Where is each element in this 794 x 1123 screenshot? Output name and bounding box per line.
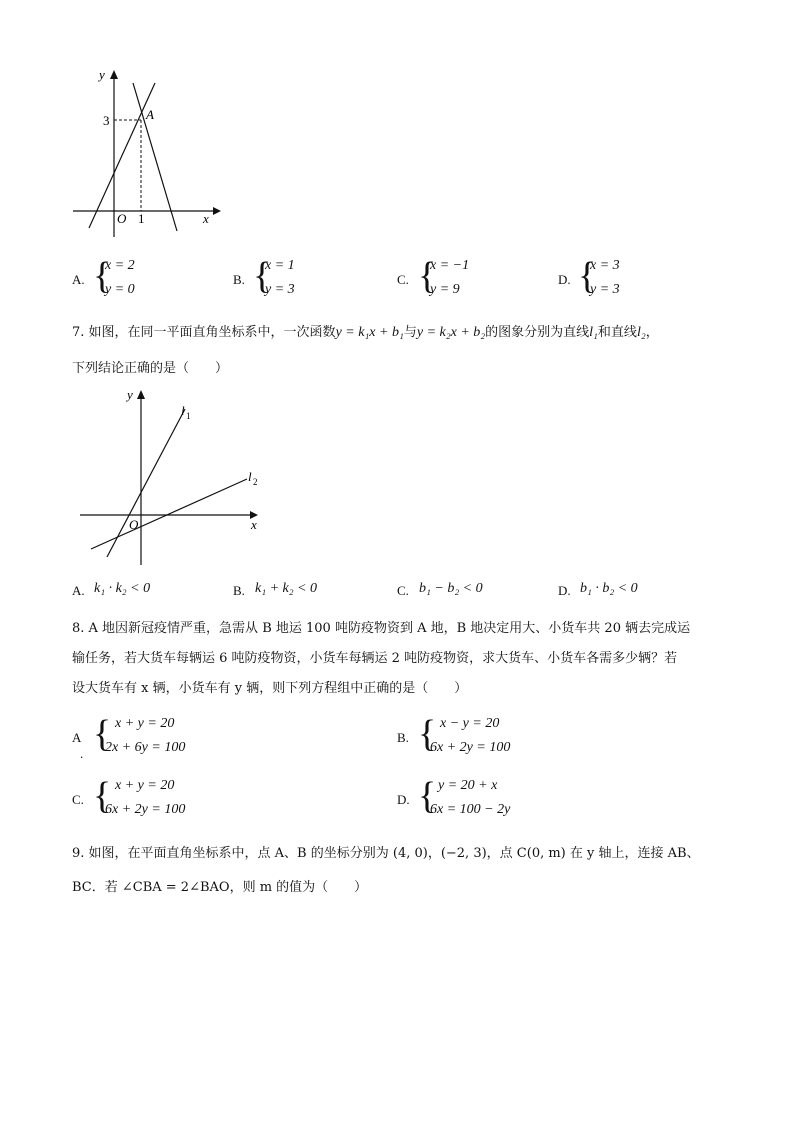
y-label: y xyxy=(127,387,133,402)
graph-q7 xyxy=(75,385,270,570)
origin-label: O xyxy=(117,211,127,226)
q8-option-d-label: D. xyxy=(397,792,410,807)
q7-option-a-label: A. xyxy=(72,583,85,598)
q7-option-d-expr: b₁ · b₂ < 0 xyxy=(580,581,638,596)
brace-icon: { xyxy=(93,775,112,817)
line-falling xyxy=(133,83,177,231)
x-label: x xyxy=(203,211,209,226)
q6-option-c-label: C. xyxy=(397,272,409,287)
l1-subscript: 1 xyxy=(186,411,191,421)
q8-option-c-label: C. xyxy=(72,792,84,807)
brace-icon: { xyxy=(253,255,272,297)
q7-option-c-expr: b₁ − b₂ < 0 xyxy=(419,581,483,596)
q8-option-a-label: A xyxy=(72,730,82,745)
y-axis-arrow xyxy=(137,390,145,399)
line-l2 xyxy=(91,479,247,549)
q8-question-line3: 设大货车有 x 辆，小货车有 y 辆，则下列方程组中正确的是（ ） xyxy=(72,681,468,696)
l2-subscript: 2 xyxy=(253,477,258,487)
q7-function-1: y = k₁x + b₁ xyxy=(335,325,404,340)
q8-option-a-dot: . xyxy=(80,746,84,761)
q6-option-a-label: A. xyxy=(72,272,85,287)
x-axis-arrow xyxy=(213,207,221,215)
q7-function-2: y = k₂x + b₂ xyxy=(416,325,486,340)
q9-question-line1: 9. 如图，在平面直角坐标系中，点 A、B 的坐标分别为 (4, 0)，(−2, 3)，点 C(0, m) 在 y 轴上，连接 AB、 xyxy=(72,846,700,861)
line-l1 xyxy=(107,409,185,557)
brace-icon: { xyxy=(418,713,437,755)
x-label: x xyxy=(251,517,257,532)
brace-icon: { xyxy=(418,255,437,297)
point-a-label: A xyxy=(146,107,154,122)
q8-question-line2: 输任务，若大货车每辆运 6 吨防疫物资，小货车每辆运 2 吨防疫物资，求大货车、小货车各需多少辆？若 xyxy=(72,651,678,666)
q7-option-b-label: B. xyxy=(233,583,245,598)
q9-question-line2: BC．若 ∠CBA = 2∠BAO，则 m 的值为（ ） xyxy=(72,880,368,895)
y-label: y xyxy=(99,67,105,82)
q6-option-b-label: B. xyxy=(233,272,245,287)
q8-question-line1: 8. A 地因新冠疫情严重，急需从 B 地运 100 吨防疫物资到 A 地，B 地决定用大、小货车共 20 辆去完成运 xyxy=(72,621,691,636)
y-axis-arrow xyxy=(110,70,118,79)
l2-label: l xyxy=(248,469,252,484)
q7-option-c-label: C. xyxy=(397,583,409,598)
line-rising xyxy=(89,83,155,228)
q7-question-line1: 7. 如图，在同一平面直角坐标系中，一次函数y = k₁x + b₁与y = k₂x + b₂的图象分别为直线l₁和直线l₂， xyxy=(72,325,659,340)
brace-icon: { xyxy=(418,775,437,817)
tick-y-label: 3 xyxy=(103,113,110,128)
brace-icon: { xyxy=(578,255,597,297)
q7-option-b-expr: k₁ + k₂ < 0 xyxy=(255,581,318,596)
l1-label: l xyxy=(181,403,185,418)
brace-icon: { xyxy=(93,713,112,755)
graph-q6 xyxy=(65,65,225,245)
q8-option-b-label: B. xyxy=(397,730,409,745)
q6-option-d-label: D. xyxy=(558,272,571,287)
q7-question-line2: 下列结论正确的是（ ） xyxy=(72,361,229,376)
brace-icon: { xyxy=(93,255,112,297)
q7-option-a-expr: k₁ · k₂ < 0 xyxy=(94,581,151,596)
origin-label: O xyxy=(129,517,139,532)
q7-option-d-label: D. xyxy=(558,583,571,598)
tick-x-label: 1 xyxy=(138,211,145,226)
